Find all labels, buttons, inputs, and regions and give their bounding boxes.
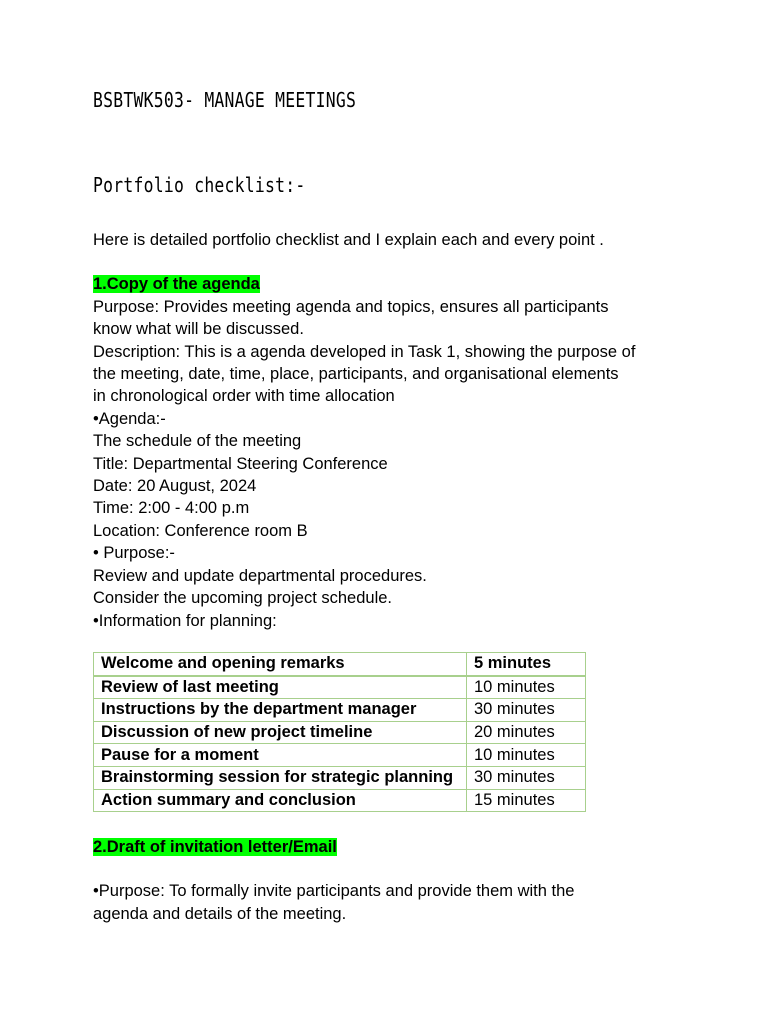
section-1-line: Consider the upcoming project schedule.	[93, 589, 393, 608]
section-1-line: • Purpose:-	[93, 544, 175, 563]
schedule-item: Welcome and opening remarks	[94, 653, 467, 676]
table-row	[94, 766, 586, 789]
section-1-line: •Information for planning:	[93, 611, 277, 630]
section-1-line: the meeting, date, time, place, participants, and organisational elements	[93, 365, 619, 384]
document-subtitle: Portfolio checklist:-	[93, 173, 306, 197]
section-1-line: in chronological order with time allocation	[93, 387, 395, 406]
schedule-duration: 10 minutes	[467, 676, 586, 699]
section-1-line: Location: Conference room B	[93, 521, 308, 540]
section-2-heading: 2.Draft of invitation letter/Email	[93, 838, 337, 856]
section-1-line: •Agenda:-	[93, 409, 166, 428]
schedule-table	[93, 652, 586, 812]
schedule-duration: 20 minutes	[467, 721, 586, 744]
section-1-line: Description: This is a agenda developed in Task 1, showing the purpose of	[93, 342, 636, 361]
section-1-line: The schedule of the meeting	[93, 432, 302, 451]
table-row	[94, 699, 586, 722]
schedule-duration: 30 minutes	[467, 699, 586, 722]
section-2-line: •Purpose: To formally invite participants and provide them with the	[93, 882, 575, 901]
intro-text: Here is detailed portfolio checklist and I explain each and every point .	[93, 231, 604, 249]
schedule-item: Pause for a moment	[94, 744, 467, 767]
schedule-duration: 5 minutes	[467, 653, 586, 676]
schedule-duration: 10 minutes	[467, 744, 586, 767]
section-1-line: Title: Departmental Steering Conference	[93, 454, 388, 473]
schedule-item: Brainstorming session for strategic planning	[94, 766, 467, 789]
table-row	[94, 676, 586, 699]
section-2-body	[93, 836, 574, 925]
schedule-duration: 15 minutes	[467, 789, 586, 812]
schedule-item: Action summary and conclusion	[94, 789, 467, 812]
section-1-line: Date: 20 August, 2024	[93, 477, 257, 496]
schedule-item: Instructions by the department manager	[94, 699, 467, 722]
table-row	[94, 744, 586, 767]
section-1-line: know what will be discussed.	[93, 320, 304, 339]
section-2-line: agenda and details of the meeting.	[93, 904, 347, 923]
table-row	[94, 721, 586, 744]
schedule-item: Discussion of new project timeline	[94, 721, 467, 744]
table-row	[94, 653, 586, 676]
document-title: BSBTWK503- MANAGE MEETINGS	[93, 88, 357, 112]
section-1-line: Review and update departmental procedures.	[93, 566, 427, 585]
section-1-heading: 1.Copy of the agenda	[93, 275, 260, 294]
schedule-item: Review of last meeting	[94, 676, 467, 699]
section-1-line: Time: 2:00 - 4:00 p.m	[93, 499, 250, 518]
schedule-duration: 30 minutes	[467, 766, 586, 789]
table-row	[94, 789, 586, 812]
section-1-body	[93, 229, 693, 632]
section-1-line: Purpose: Provides meeting agenda and topics, ensures all participants	[93, 297, 609, 316]
